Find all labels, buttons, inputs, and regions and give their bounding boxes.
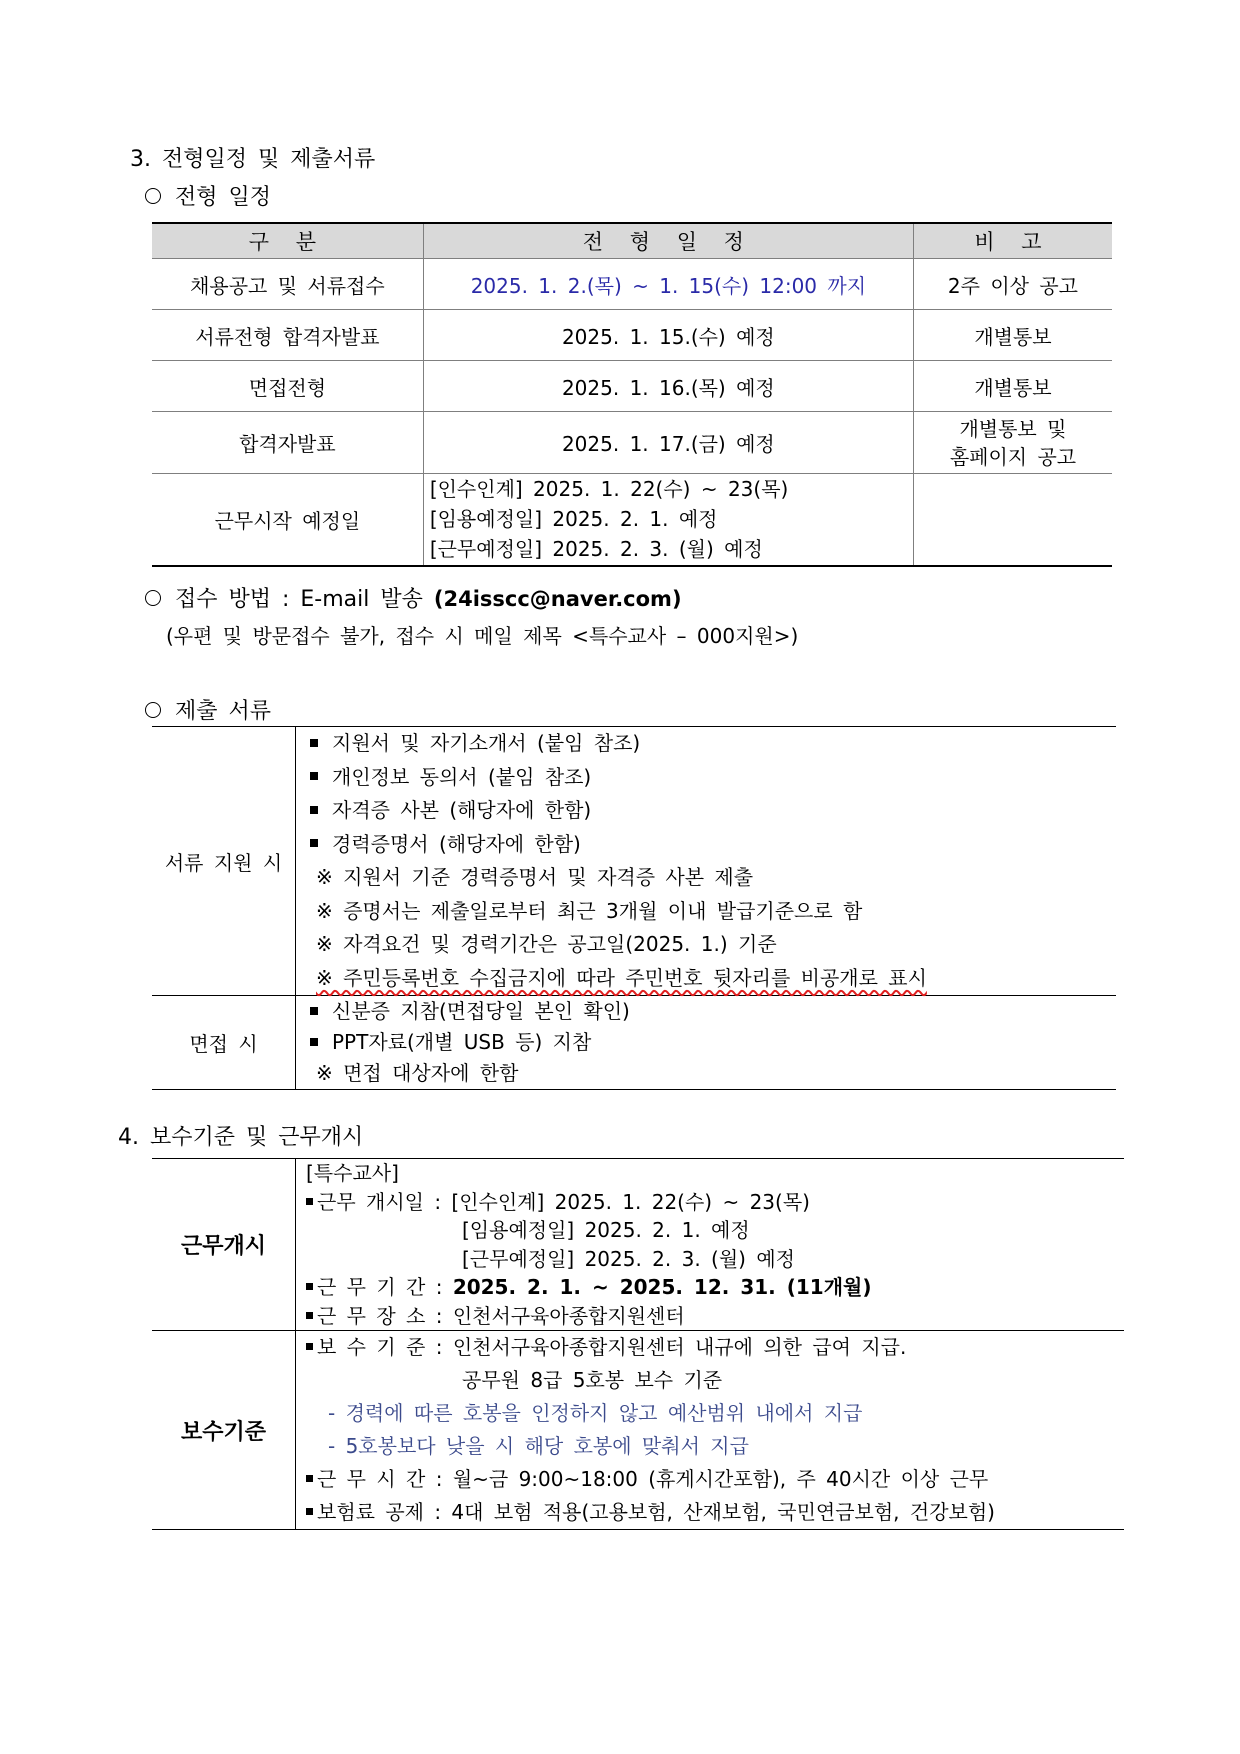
document-item bbox=[310, 727, 1116, 761]
document-note: ※ 지원서 기준 경력증명서 및 자격증 사본 제출 bbox=[316, 865, 754, 889]
square-bullet-icon bbox=[310, 739, 318, 747]
square-bullet-icon bbox=[310, 1007, 318, 1015]
section4-title: 4. 보수기준 및 근무개시 bbox=[118, 1125, 364, 1150]
apply-method bbox=[145, 582, 682, 613]
interview-label: 면접 시 bbox=[152, 996, 296, 1090]
document-item bbox=[310, 761, 1116, 795]
apply-note: (우편 및 방문접수 불가, 접수 시 메일 제목 <특수교사 – 000지원>) bbox=[166, 624, 799, 648]
row-category: 근무시작 예정일 bbox=[152, 474, 423, 566]
square-bullet-icon bbox=[306, 1343, 313, 1350]
square-bullet-icon bbox=[310, 839, 318, 847]
position-label: [특수교사] bbox=[306, 1161, 399, 1185]
schedule-table-header bbox=[152, 223, 1112, 259]
row-category: 채용공고 및 서류접수 bbox=[152, 259, 423, 310]
pay-standard-line2: 공무원 8급 5호봉 보수 기준 bbox=[462, 1368, 723, 1392]
square-bullet-icon bbox=[310, 772, 318, 780]
interview-item bbox=[310, 996, 1116, 1027]
pay-standard-value: 인천서구육아종합지원센터 내규에 의한 급여 지급. bbox=[452, 1335, 907, 1359]
document-item bbox=[310, 828, 1116, 862]
row-note bbox=[913, 412, 1112, 474]
document-note bbox=[310, 962, 1116, 996]
row-note-line: 홈페이지 공고 bbox=[949, 444, 1077, 469]
pay-standard-label: 보 수 기 준 : bbox=[317, 1335, 443, 1359]
circle-bullet-icon bbox=[145, 188, 161, 204]
documents-table bbox=[152, 726, 1116, 1090]
pay-row bbox=[152, 1331, 1124, 1530]
work-start-label: 근무개시 bbox=[152, 1159, 296, 1331]
row-note: 개별통보 bbox=[913, 310, 1112, 361]
table-row bbox=[152, 361, 1112, 412]
square-bullet-icon bbox=[306, 1283, 313, 1290]
square-bullet-icon bbox=[306, 1475, 313, 1482]
document-note-text: ※ 주민등록번호 수집금지에 따라 주민번호 뒷자리를 비공개로 표시 bbox=[316, 965, 927, 990]
row-note-line: 개별통보 및 bbox=[959, 416, 1067, 441]
schedule-heading-text: 전형 일정 bbox=[175, 185, 272, 210]
row-category: 면접전형 bbox=[152, 361, 423, 412]
schedule-heading bbox=[145, 180, 271, 211]
start-date-line: [근무예정일] 2025. 2. 3. (월) 예정 bbox=[462, 1246, 795, 1271]
square-bullet-icon bbox=[306, 1312, 313, 1319]
work-start-row bbox=[152, 1159, 1124, 1331]
table-row bbox=[152, 474, 1112, 566]
apply-method-label: 접수 방법 : E-mail 발송 bbox=[175, 587, 423, 612]
pay-standard-line bbox=[306, 1331, 1124, 1364]
row-note bbox=[913, 474, 1112, 566]
work-start-content bbox=[296, 1159, 1125, 1331]
documents-heading bbox=[145, 694, 271, 725]
interview-item-text: 신분증 지참(면접당일 본인 확인) bbox=[332, 999, 630, 1023]
document-item-text: 경력증명서 (해당자에 한함) bbox=[332, 831, 581, 856]
header-schedule: 전 형 일 정 bbox=[423, 223, 913, 259]
documents-heading-text: 제출 서류 bbox=[175, 699, 272, 724]
work-place-label: 근 무 장 소 : bbox=[317, 1303, 443, 1328]
square-bullet-icon bbox=[310, 806, 318, 814]
row-schedule: 2025. 1. 2.(목) ~ 1. 15(수) 12:00 까지 bbox=[423, 259, 913, 310]
pay-content bbox=[296, 1331, 1125, 1530]
row-schedule: 2025. 1. 16.(목) 예정 bbox=[423, 361, 913, 412]
work-hours-label: 근 무 시 간 : bbox=[317, 1467, 443, 1491]
work-hours-value: 월~금 9:00~18:00 (휴게시간포함), 주 40시간 이상 근무 bbox=[452, 1467, 989, 1491]
document-note: ※ 자격요건 및 경력기간은 공고일(2025. 1.) 기준 bbox=[316, 932, 777, 956]
insurance-label: 보험료 공제 : bbox=[317, 1500, 442, 1524]
start-date-line: [임용예정일] 2025. 2. 1. 예정 bbox=[462, 1218, 750, 1242]
document-content bbox=[296, 727, 1117, 996]
interview-item bbox=[310, 1027, 1116, 1058]
interview-row bbox=[152, 996, 1116, 1090]
row-note: 2주 이상 공고 bbox=[913, 259, 1112, 310]
document-label: 서류 지원 시 bbox=[152, 727, 296, 996]
row-category: 서류전형 합격자발표 bbox=[152, 310, 423, 361]
circle-bullet-icon bbox=[145, 702, 161, 718]
work-hours-line bbox=[306, 1463, 1124, 1496]
work-pay-table bbox=[152, 1158, 1124, 1530]
insurance-line bbox=[306, 1496, 1124, 1529]
schedule-table bbox=[152, 222, 1112, 567]
circle-bullet-icon bbox=[145, 590, 161, 606]
pay-label: 보수기준 bbox=[152, 1331, 296, 1530]
insurance-value: 4대 보험 적용(고용보험, 산재보험, 국민연금보험, 건강보험) bbox=[451, 1500, 995, 1524]
pay-dash-note: - 5호봉보다 낮을 시 해당 호봉에 맞춰서 지급 bbox=[328, 1434, 749, 1458]
table-row bbox=[152, 259, 1112, 310]
work-period-value: 2025. 2. 1. ~ 2025. 12. 31. (11개월) bbox=[452, 1275, 872, 1299]
document-item-text: 개인정보 동의서 (붙임 참조) bbox=[332, 764, 592, 789]
section3-title: 3. 전형일정 및 제출서류 bbox=[130, 147, 376, 172]
start-date-value: [인수인계] 2025. 1. 22(수) ~ 23(목) bbox=[451, 1189, 810, 1214]
row-schedule: 2025. 1. 15.(수) 예정 bbox=[423, 310, 913, 361]
row-note: 개별통보 bbox=[913, 361, 1112, 412]
interview-item-text: PPT자료(개별 USB 등) 지참 bbox=[332, 1030, 592, 1054]
row-schedule bbox=[423, 474, 913, 566]
table-row bbox=[152, 412, 1112, 474]
row-schedule: 2025. 1. 17.(금) 예정 bbox=[423, 412, 913, 474]
document-item-text: 지원서 및 자기소개서 (붙임 참조) bbox=[332, 731, 641, 755]
header-category: 구 분 bbox=[152, 223, 423, 259]
header-note: 비 고 bbox=[913, 223, 1112, 259]
row-schedule-line: [인수인계] 2025. 1. 22(수) ~ 23(목) bbox=[429, 477, 789, 502]
work-place-value: 인천서구육아종합지원센터 bbox=[452, 1303, 685, 1328]
document-note: ※ 증명서는 제출일로부터 최근 3개월 이내 발급기준으로 함 bbox=[316, 898, 863, 923]
work-period-line bbox=[306, 1273, 1124, 1302]
documents-row bbox=[152, 727, 1116, 996]
start-date-line bbox=[306, 1188, 1124, 1217]
row-schedule-line: [근무예정일] 2025. 2. 3. (월) 예정 bbox=[429, 537, 763, 562]
table-row bbox=[152, 310, 1112, 361]
square-bullet-icon bbox=[306, 1508, 313, 1515]
square-bullet-icon bbox=[306, 1198, 313, 1205]
square-bullet-icon bbox=[310, 1038, 318, 1046]
row-schedule-line: [임용예정일] 2025. 2. 1. 예정 bbox=[429, 507, 718, 532]
document-item-text: 자격증 사본 (해당자에 한함) bbox=[332, 798, 592, 822]
pay-dash-note: - 경력에 따른 호봉을 인정하지 않고 예산범위 내에서 지급 bbox=[328, 1401, 863, 1425]
document-item bbox=[310, 794, 1116, 828]
apply-email: (24isscc@naver.com) bbox=[433, 587, 682, 611]
interview-note: ※ 면접 대상자에 한함 bbox=[316, 1061, 519, 1085]
row-category: 합격자발표 bbox=[152, 412, 423, 474]
work-place-line bbox=[306, 1302, 1124, 1331]
start-date-label: 근무 개시일 : bbox=[317, 1189, 442, 1214]
work-period-label: 근 무 기 간 : bbox=[317, 1275, 443, 1299]
interview-content bbox=[296, 996, 1117, 1090]
